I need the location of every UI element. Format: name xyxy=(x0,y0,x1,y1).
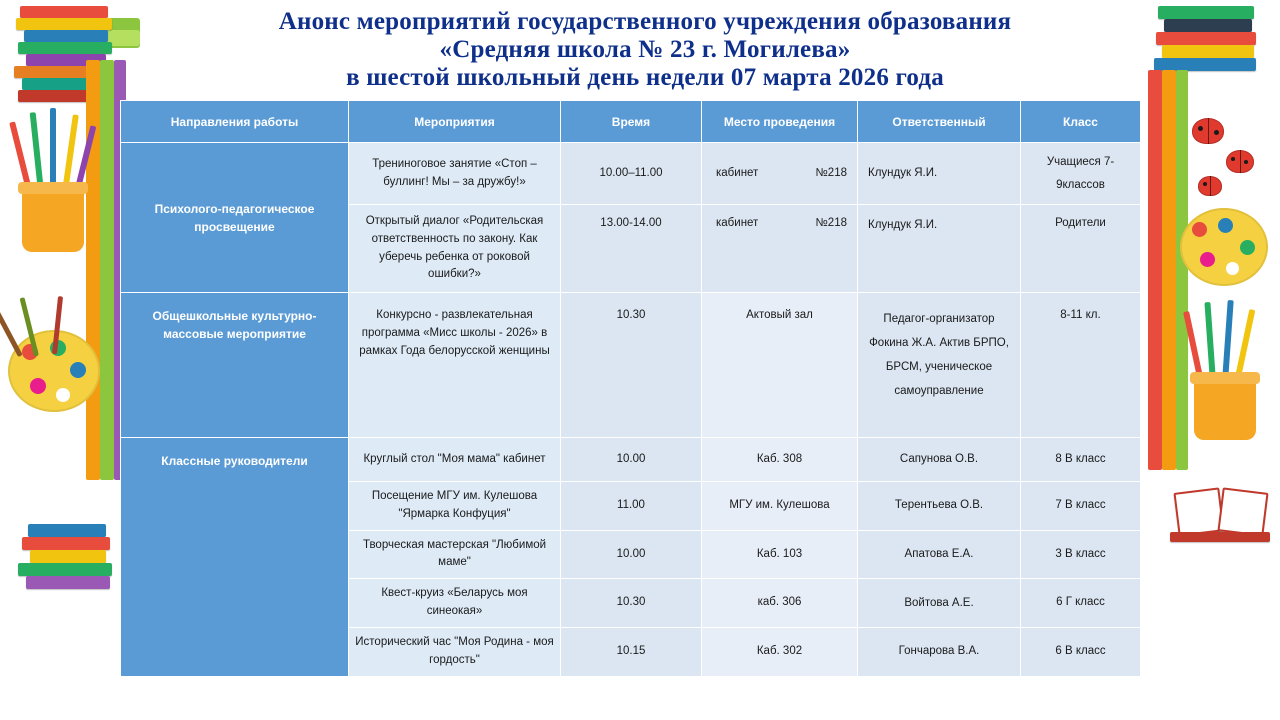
ladybug-icon xyxy=(1226,150,1254,173)
cell-responsible: Терентьева О.В. xyxy=(858,482,1021,531)
column-header-place: Место проведения xyxy=(702,101,858,143)
pencil-cup-rim xyxy=(1190,372,1260,384)
paint-blob xyxy=(1226,262,1239,275)
cell-class: 6 Г класс xyxy=(1021,579,1141,628)
pencil-stripe xyxy=(1162,70,1176,470)
table-header-row xyxy=(121,101,1141,143)
book xyxy=(30,550,106,563)
book xyxy=(1162,45,1254,58)
cell-responsible: Гончарова В.А. xyxy=(858,627,1021,676)
paint-blob xyxy=(1192,222,1207,237)
cell-event: Творческая мастерская "Любимой маме" xyxy=(349,530,561,579)
cell-class: 8 В класс xyxy=(1021,438,1141,482)
book xyxy=(18,42,112,54)
decoration-left xyxy=(0,0,140,720)
pencil-stripe xyxy=(100,60,114,480)
book xyxy=(26,576,110,589)
table-row xyxy=(121,438,1141,482)
cell-responsible: Педагог-организатор Фокина Ж.А. Актив БРПО, БРСМ, ученическое самоуправление xyxy=(858,293,1021,438)
cell-time: 10.00 xyxy=(561,530,702,579)
open-book-spine xyxy=(1170,532,1270,542)
cell-event: Конкурсно - развлекательная программа «Мисс школы - 2026» в рамках Года белорусской женщины xyxy=(349,293,561,438)
events-table xyxy=(120,100,1141,677)
cell-time: 13.00-14.00 xyxy=(561,205,702,293)
pencil-cup xyxy=(22,188,84,252)
book xyxy=(28,524,106,537)
ladybug-icon xyxy=(1192,118,1224,144)
cell-event: Трениноговое занятие «Стоп – буллинг! Мы – за дружбу!» xyxy=(349,143,561,205)
book xyxy=(22,537,110,550)
cell-event: Круглый стол "Моя мама" кабинет xyxy=(349,438,561,482)
cell-time: 10.15 xyxy=(561,627,702,676)
cell-direction: Классные руководители xyxy=(121,438,349,677)
pencil-stripe xyxy=(1176,70,1188,470)
open-book-right-page xyxy=(1217,487,1268,536)
cell-place-value: №218 xyxy=(815,166,847,179)
book xyxy=(1158,6,1254,19)
cell-direction: Общешкольные культурно-массовые мероприятие xyxy=(121,293,349,438)
cell-place: каб. 306 xyxy=(702,579,858,628)
decoration-right xyxy=(1140,0,1280,720)
cell-event: Посещение МГУ им. Кулешова "Ярмарка Конфуция" xyxy=(349,482,561,531)
column-header-class: Класс xyxy=(1021,101,1141,143)
cell-time: 10.00 xyxy=(561,438,702,482)
cell-class: 8-11 кл. xyxy=(1021,293,1141,438)
events-table-container xyxy=(120,100,1140,677)
pencil xyxy=(1222,300,1234,382)
cell-place: МГУ им. Кулешова xyxy=(702,482,858,531)
ladybug-dot xyxy=(1198,126,1203,131)
cell-place-value: №218 xyxy=(815,217,847,229)
cell-time: 11.00 xyxy=(561,482,702,531)
cell-responsible: Сапунова О.В. xyxy=(858,438,1021,482)
paint-blob xyxy=(56,388,70,402)
title-line-3: в шестой школьный день недели 07 марта 2026 года xyxy=(346,64,944,91)
cell-class: 7 В класс xyxy=(1021,482,1141,531)
book xyxy=(20,6,108,18)
ladybug-dot xyxy=(1244,160,1248,164)
column-header-direction: Направления работы xyxy=(121,101,349,143)
cell-event: Квест-круиз «Беларусь моя синеокая» xyxy=(349,579,561,628)
book xyxy=(1164,19,1252,32)
cell-place: Каб. 302 xyxy=(702,627,858,676)
column-header-event: Мероприятия xyxy=(349,101,561,143)
cell-time: 10.30 xyxy=(561,293,702,438)
cell-responsible: Войтова А.Е. xyxy=(858,579,1021,628)
cell-place xyxy=(702,205,858,293)
paint-blob xyxy=(1218,218,1233,233)
cell-time: 10.30 xyxy=(561,579,702,628)
book xyxy=(24,30,108,42)
ladybug-dot xyxy=(1214,130,1219,135)
pencil-cup xyxy=(1194,378,1256,440)
pencil-cup-rim xyxy=(18,182,88,194)
cell-class: Родители xyxy=(1021,205,1141,293)
cell-place: Каб. 103 xyxy=(702,530,858,579)
cell-event: Исторический час "Моя Родина - моя гордость" xyxy=(349,627,561,676)
table-row xyxy=(121,143,1141,205)
ladybug-icon xyxy=(1198,176,1222,196)
cell-class: 3 В класс xyxy=(1021,530,1141,579)
column-header-responsible: Ответственный xyxy=(858,101,1021,143)
pencil xyxy=(1204,302,1216,382)
pencil xyxy=(50,108,56,192)
cell-class: Учащиеся 7-9классов xyxy=(1021,143,1141,205)
cell-time: 10.00–11.00 xyxy=(561,143,702,205)
column-header-time: Время xyxy=(561,101,702,143)
cell-responsible: Клундук Я.И. xyxy=(858,205,1021,293)
cell-event: Открытый диалог «Родительская ответственность по закону. Как уберечь ребенка от роковой ошибки?» xyxy=(349,205,561,293)
cell-class: 6 В класс xyxy=(1021,627,1141,676)
cell-place xyxy=(702,143,858,205)
cell-place: Каб. 308 xyxy=(702,438,858,482)
page-title xyxy=(150,8,1140,92)
book xyxy=(18,563,112,576)
cell-place: Актовый зал xyxy=(702,293,858,438)
cell-direction: Психолого-педагогическое просвещение xyxy=(121,143,349,293)
paint-blob xyxy=(1240,240,1255,255)
ladybug-dot xyxy=(1231,157,1235,161)
paint-blob xyxy=(30,378,46,394)
book xyxy=(1156,32,1256,45)
cell-responsible: Апатова Е.А. xyxy=(858,530,1021,579)
title-line-1: Анонс мероприятий государственного учреждения образования xyxy=(278,8,1012,35)
cell-place-label: кабинет xyxy=(716,166,759,179)
pencil xyxy=(30,112,44,192)
ladybug-dot xyxy=(1203,182,1207,186)
title-line-2: «Средняя школа № 23 г. Могилева» xyxy=(439,36,851,63)
pencil-stripe xyxy=(1148,70,1162,470)
pencil-stripe xyxy=(86,60,100,480)
cell-responsible: Клундук Я.И. xyxy=(858,143,1021,205)
book xyxy=(16,18,112,30)
paint-brush xyxy=(0,305,23,357)
table-row xyxy=(121,293,1141,438)
paint-blob xyxy=(1200,252,1215,267)
paint-blob xyxy=(70,362,86,378)
pencil xyxy=(9,121,32,190)
cell-place-label: кабинет xyxy=(716,217,759,229)
